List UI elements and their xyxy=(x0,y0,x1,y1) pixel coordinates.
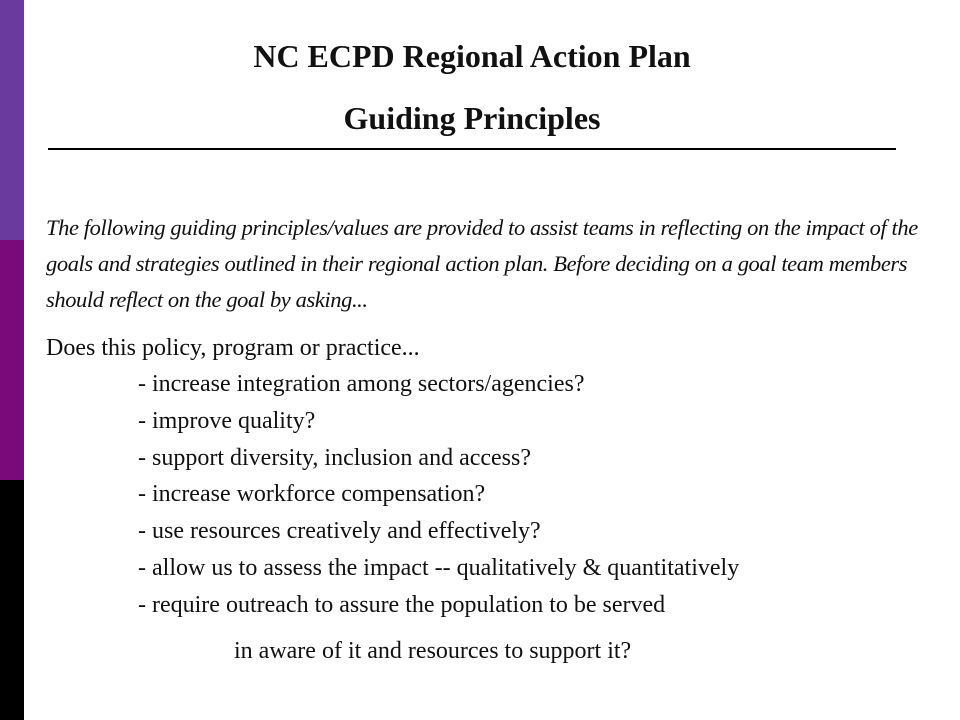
slide-subtitle: Guiding Principles xyxy=(343,100,601,136)
title-divider xyxy=(48,148,896,150)
slide-title: NC ECPD Regional Action Plan xyxy=(253,38,691,74)
criteria-item: - allow us to assess the impact -- qualitatively & quantitatively xyxy=(138,554,740,581)
criteria-item: - increase workforce compensation? xyxy=(138,481,486,508)
criteria-item-continuation: in aware of it and resources to support it? xyxy=(234,638,632,664)
criteria-list xyxy=(138,366,739,624)
sidebar-segment-black xyxy=(0,480,24,720)
sidebar-segment-purple xyxy=(0,0,24,240)
criteria-item: - increase integration among sectors/agencies? xyxy=(138,371,585,397)
guiding-question: Does this policy, program or practice... xyxy=(46,335,420,361)
criteria-item: - improve quality? xyxy=(138,407,316,434)
decorative-sidebar xyxy=(0,0,24,720)
criteria-item: - require outreach to assure the population to be served xyxy=(138,591,666,618)
intro-paragraph: The following guiding principles/values are provided to assist teams in reflecting on the impact of the goals and strategies outlined in their regional action plan. Before deciding on a goal team members should reflect on the goal by asking... xyxy=(46,215,918,312)
sidebar-segment-magenta xyxy=(0,240,24,480)
criteria-item: - support diversity, inclusion and access? xyxy=(138,444,532,471)
criteria-item: - use resources creatively and effectively? xyxy=(138,518,541,545)
